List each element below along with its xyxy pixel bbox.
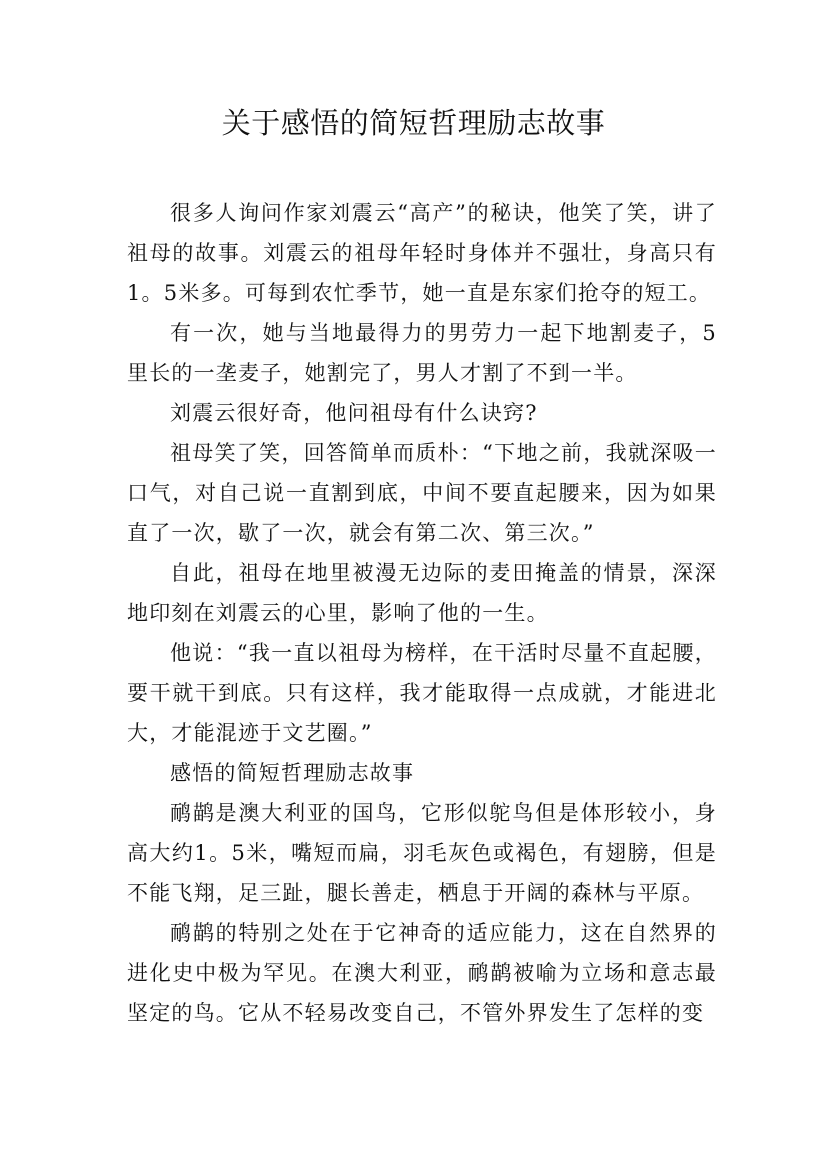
document-body: [127, 193, 717, 1033]
section-heading: 感悟的简短哲理励志故事: [170, 761, 415, 785]
paragraph: 刘震云很好奇，他问祖母有什么诀窍?: [170, 401, 538, 425]
paragraph: 祖母笑了笑，回答简单而质朴：“下地之前，我就深吸一口气，对自己说一直割到底，中间不要直起腰来，因为如果直了一次，歇了一次，就会有第二次、第三次。”: [127, 441, 717, 545]
paragraph: 自此，祖母在地里被漫无边际的麦田掩盖的情景，深深地印刻在刘震云的心里，影响了他的一生。: [127, 561, 717, 625]
paragraph: 鸸鹋是澳大利亚的国鸟，它形似鸵鸟但是体形较小，身高大约1。5米，嘴短而扁，羽毛灰色或褐色，有翅膀，但是不能飞翔，足三趾，腿长善走，栖息于开阔的森林与平原。: [127, 801, 717, 905]
paragraph: 有一次，她与当地最得力的男劳力一起下地割麦子，5里长的一垄麦子，她割完了，男人才割了不到一半。: [127, 321, 717, 385]
document-title: 关于感悟的简短哲理励志故事: [221, 106, 606, 140]
paragraph: 他说：“我一直以祖母为榜样，在干活时尽量不直起腰，要干就干到底。只有这样，我才能取得一点成就，才能进北大，才能混迹于文艺圈。”: [127, 641, 717, 745]
paragraph: 鸸鹋的特别之处在于它神奇的适应能力，这在自然界的进化史中极为罕见。在澳大利亚，鸸鹋被喻为立场和意志最坚定的鸟。它从不轻易改变自己，不管外界发生了怎样的变: [127, 921, 717, 1025]
paragraph: 很多人询问作家刘震云“高产”的秘诀，他笑了笑，讲了祖母的故事。刘震云的祖母年轻时身体并不强壮，身高只有1。5米多。可每到农忙季节，她一直是东家们抢夺的短工。: [127, 201, 717, 305]
